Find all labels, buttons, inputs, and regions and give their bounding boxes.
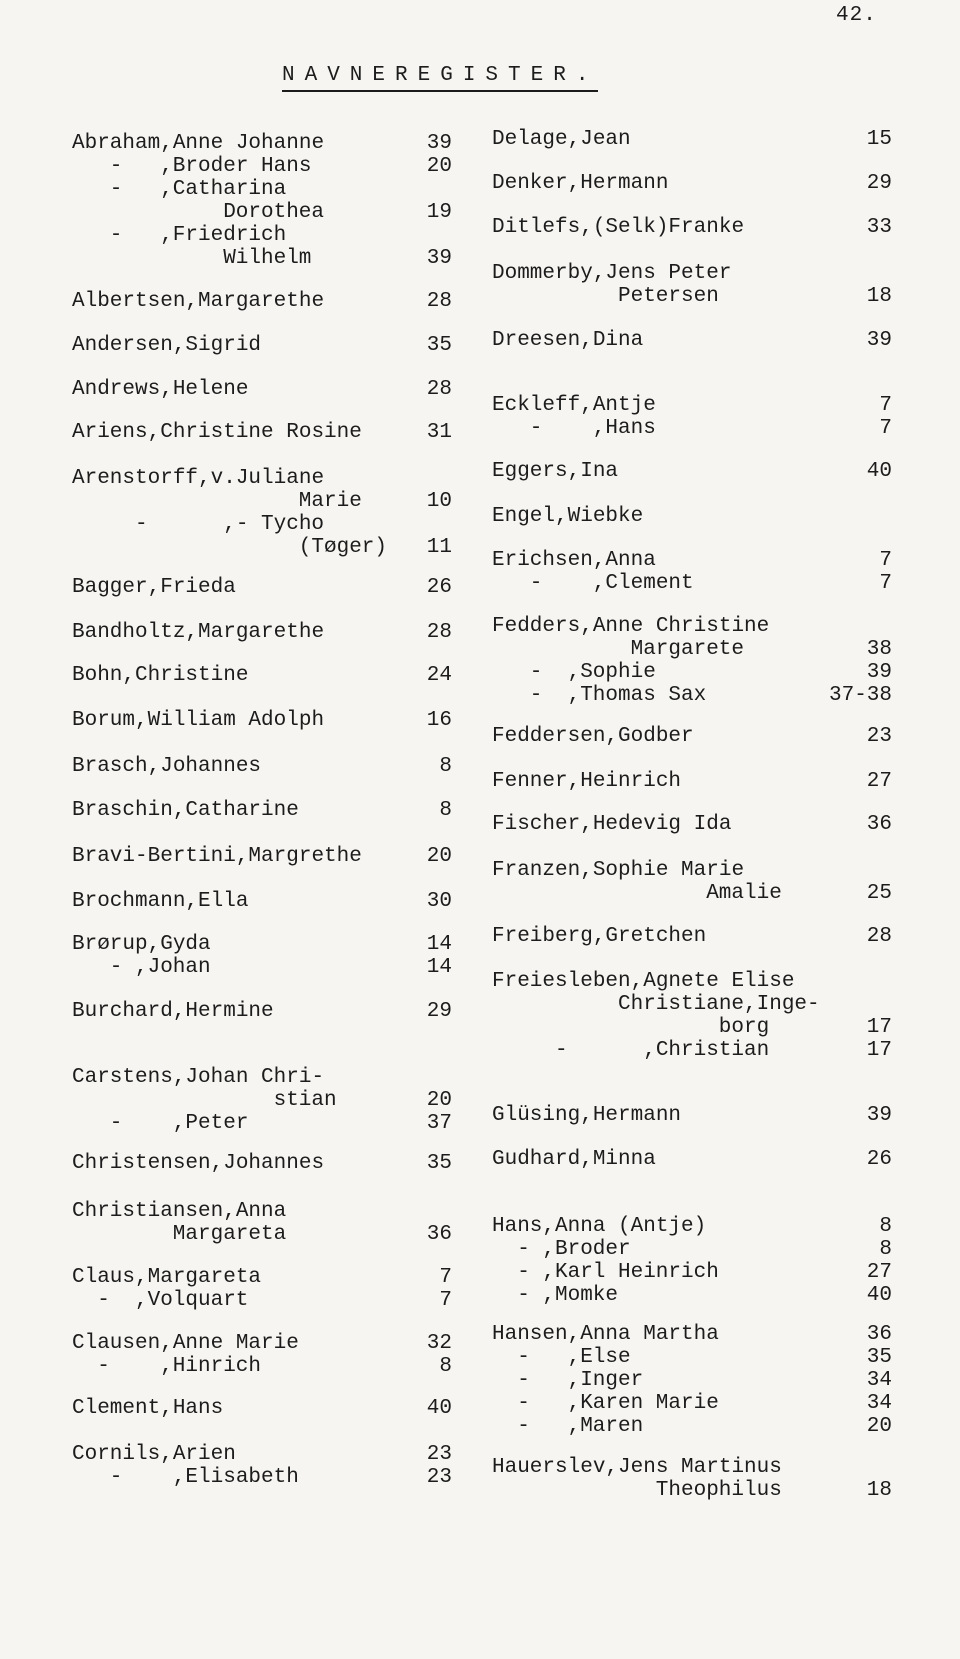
index-page-ref: 7 xyxy=(879,572,892,595)
index-line xyxy=(72,224,452,247)
index-name: - ,Broder xyxy=(517,1238,631,1261)
index-line xyxy=(492,329,892,352)
index-name: Marie xyxy=(298,490,362,513)
index-entry xyxy=(72,1152,452,1175)
index-name: - ,Christian xyxy=(555,1039,770,1062)
index-line xyxy=(492,394,892,417)
index-page-ref: 7 xyxy=(879,417,892,440)
index-page-ref: 7 xyxy=(879,549,892,572)
index-name: Gudhard,Minna xyxy=(492,1148,656,1171)
index-page-ref: 8 xyxy=(439,755,452,778)
index-line xyxy=(492,216,892,239)
index-line xyxy=(72,201,452,224)
index-line xyxy=(492,172,892,195)
index-line xyxy=(492,925,892,948)
index-line xyxy=(492,128,892,151)
index-entry xyxy=(492,128,892,151)
index-page-ref: 17 xyxy=(866,1039,892,1062)
index-entry xyxy=(72,467,452,559)
index-entry xyxy=(72,709,452,732)
index-page-ref: 28 xyxy=(426,621,452,644)
index-name: Brochmann,Ella xyxy=(72,890,249,913)
index-entry xyxy=(492,329,892,352)
index-page-ref: 14 xyxy=(426,933,452,956)
index-line xyxy=(492,1016,892,1039)
index-page-ref: 32 xyxy=(426,1332,452,1355)
index-line xyxy=(72,178,452,201)
index-name: Hauerslev,Jens Martinus xyxy=(492,1456,782,1479)
index-name: borg xyxy=(718,1016,770,1039)
index-name: - ,Thomas Sax xyxy=(529,684,707,707)
index-name: Cornils,Arien xyxy=(72,1443,236,1466)
index-line xyxy=(72,1443,452,1466)
page-number: 42. xyxy=(836,4,877,27)
index-entry xyxy=(492,394,892,440)
index-line xyxy=(72,621,452,644)
index-line xyxy=(492,1323,892,1346)
index-line xyxy=(492,285,892,308)
index-name: Glüsing,Hermann xyxy=(492,1104,682,1127)
index-name: Christensen,Johannes xyxy=(72,1152,325,1175)
index-page-ref: 8 xyxy=(879,1215,892,1238)
index-line xyxy=(72,1289,452,1312)
index-name: - ,Maren xyxy=(517,1415,644,1438)
index-name: Engel,Wiebke xyxy=(492,505,644,528)
index-name: - ,Hinrich xyxy=(97,1355,262,1378)
index-page-ref: 39 xyxy=(866,329,892,352)
index-page-ref: 37-38 xyxy=(828,684,892,707)
page-heading: NAVNEREGISTER. xyxy=(282,64,598,92)
index-name: Burchard,Hermine xyxy=(72,1000,274,1023)
index-page-ref: 14 xyxy=(426,956,452,979)
index-entry xyxy=(492,505,892,528)
index-entry xyxy=(72,334,452,357)
index-name: - ,Clement xyxy=(529,572,694,595)
index-page-ref: 40 xyxy=(866,1284,892,1307)
index-entry xyxy=(492,725,892,748)
index-entry xyxy=(72,933,452,979)
index-page-ref: 29 xyxy=(426,1000,452,1023)
index-name: Hans,Anna (Antje) xyxy=(492,1215,707,1238)
index-name: - ,Momke xyxy=(517,1284,619,1307)
index-name: Bagger,Frieda xyxy=(72,576,236,599)
index-name: - ,Karen Marie xyxy=(517,1392,719,1415)
index-line xyxy=(492,1392,892,1415)
index-name: Dommerby,Jens Peter xyxy=(492,262,732,285)
index-line xyxy=(492,1039,892,1062)
index-name: Dreesen,Dina xyxy=(492,329,644,352)
index-page-ref: 40 xyxy=(426,1397,452,1420)
index-page-ref: 23 xyxy=(866,725,892,748)
index-name: Abraham,Anne Johanne xyxy=(72,132,325,155)
index-line xyxy=(492,549,892,572)
index-name: Brørup,Gyda xyxy=(72,933,211,956)
index-name: Freiberg,Gretchen xyxy=(492,925,707,948)
index-name: Braschin,Catharine xyxy=(72,799,299,822)
index-name: - ,Johan xyxy=(109,956,211,979)
index-line xyxy=(492,661,892,684)
index-name: Erichsen,Anna xyxy=(492,549,656,572)
index-line xyxy=(492,770,892,793)
index-name: Albertsen,Margarethe xyxy=(72,290,325,313)
index-line xyxy=(492,505,892,528)
index-entry xyxy=(492,1456,892,1502)
index-page-ref: 8 xyxy=(439,799,452,822)
index-page-ref: 40 xyxy=(866,460,892,483)
index-line xyxy=(72,1089,452,1112)
index-line xyxy=(72,1266,452,1289)
index-entry xyxy=(72,1000,452,1023)
index-line xyxy=(492,1238,892,1261)
index-entry xyxy=(72,1443,452,1489)
index-page-ref: 39 xyxy=(426,247,452,270)
index-line xyxy=(492,993,892,1016)
index-line xyxy=(72,709,452,732)
index-line xyxy=(72,1466,452,1489)
index-line xyxy=(492,460,892,483)
index-entry xyxy=(492,859,892,905)
index-line xyxy=(72,132,452,155)
index-entry xyxy=(72,664,452,687)
index-line xyxy=(72,1066,452,1089)
index-page-ref: 28 xyxy=(866,925,892,948)
index-line xyxy=(492,882,892,905)
index-line xyxy=(72,513,452,536)
index-line xyxy=(72,664,452,687)
index-entry xyxy=(72,799,452,822)
index-line xyxy=(72,1223,452,1246)
index-name: Petersen xyxy=(618,285,719,308)
index-line xyxy=(72,1152,452,1175)
index-line xyxy=(72,378,452,401)
index-page-ref: 23 xyxy=(426,1443,452,1466)
index-line xyxy=(492,572,892,595)
index-page-ref: 35 xyxy=(426,1152,452,1175)
index-entry xyxy=(72,1397,452,1420)
index-entry xyxy=(492,925,892,948)
index-line xyxy=(492,1104,892,1127)
index-page-ref: 39 xyxy=(426,132,452,155)
index-name: Bandholtz,Margarethe xyxy=(72,621,325,644)
index-name: Franzen,Sophie Marie xyxy=(492,859,745,882)
index-name: Bohn,Christine xyxy=(72,664,249,687)
index-name: Denker,Hermann xyxy=(492,172,669,195)
index-name: Fedders,Anne Christine xyxy=(492,615,770,638)
index-page-ref: 20 xyxy=(866,1415,892,1438)
index-line xyxy=(72,467,452,490)
index-page-ref: 20 xyxy=(426,1089,452,1112)
index-page-ref: 7 xyxy=(439,1266,452,1289)
index-name: Margareta xyxy=(172,1223,287,1246)
index-page-ref: 10 xyxy=(426,490,452,513)
index-page-ref: 23 xyxy=(426,1466,452,1489)
index-entry xyxy=(492,549,892,595)
index-entry xyxy=(492,813,892,836)
index-page-ref: 17 xyxy=(866,1016,892,1039)
index-page-ref: 30 xyxy=(426,890,452,913)
index-entry xyxy=(492,172,892,195)
index-name: Borum,William Adolph xyxy=(72,709,325,732)
index-name: Fenner,Heinrich xyxy=(492,770,682,793)
index-entry xyxy=(492,1323,892,1438)
index-name: Ariens,Christine Rosine xyxy=(72,421,362,444)
index-entry xyxy=(72,378,452,401)
index-page-ref: 33 xyxy=(866,216,892,239)
index-page-ref: 7 xyxy=(439,1289,452,1312)
index-line xyxy=(492,1369,892,1392)
index-page-ref: 28 xyxy=(426,290,452,313)
index-name: - ,Sophie xyxy=(529,661,656,684)
index-line xyxy=(492,638,892,661)
index-line xyxy=(72,1397,452,1420)
index-name: Carstens,Johan Chri- xyxy=(72,1066,325,1089)
index-page-ref: 31 xyxy=(426,421,452,444)
index-page-ref: 36 xyxy=(866,1323,892,1346)
index-page-ref: 18 xyxy=(866,1479,892,1502)
index-entry xyxy=(492,460,892,483)
index-line xyxy=(72,1355,452,1378)
index-page-ref: 20 xyxy=(426,155,452,178)
index-name: Amalie xyxy=(706,882,782,905)
index-page-ref: 11 xyxy=(426,536,452,559)
index-entry xyxy=(492,262,892,308)
index-line xyxy=(72,755,452,778)
index-name: Hansen,Anna Martha xyxy=(492,1323,719,1346)
index-page-ref: 28 xyxy=(426,378,452,401)
index-line xyxy=(492,417,892,440)
index-page-ref: 26 xyxy=(866,1148,892,1171)
index-page-ref: 8 xyxy=(879,1238,892,1261)
index-name: - ,Broder Hans xyxy=(109,155,312,178)
index-name: stian xyxy=(273,1089,337,1112)
index-entry xyxy=(72,1066,452,1135)
index-entry xyxy=(492,1104,892,1127)
index-entry xyxy=(492,1215,892,1307)
index-name: Andrews,Helene xyxy=(72,378,249,401)
index-entry xyxy=(72,621,452,644)
index-page-ref: 39 xyxy=(866,1104,892,1127)
index-name: Christiane,Inge- xyxy=(618,993,820,1016)
index-line xyxy=(72,1112,452,1135)
index-entry xyxy=(492,216,892,239)
index-name: Eckleff,Antje xyxy=(492,394,656,417)
index-name: Brasch,Johannes xyxy=(72,755,262,778)
index-line xyxy=(492,262,892,285)
index-name: Theophilus xyxy=(655,1479,782,1502)
index-entry xyxy=(492,615,892,707)
index-entry xyxy=(72,576,452,599)
index-entry xyxy=(72,890,452,913)
index-entry xyxy=(72,755,452,778)
index-line xyxy=(72,890,452,913)
index-name: - ,Karl Heinrich xyxy=(517,1261,719,1284)
index-entry xyxy=(72,421,452,444)
index-page-ref: 18 xyxy=(866,285,892,308)
index-name: - ,Peter xyxy=(109,1112,249,1135)
index-page-ref: 26 xyxy=(426,576,452,599)
index-page-ref: 19 xyxy=(426,201,452,224)
index-line xyxy=(72,1000,452,1023)
index-name: Christiansen,Anna xyxy=(72,1200,287,1223)
index-page-ref: 7 xyxy=(879,394,892,417)
index-line xyxy=(492,1346,892,1369)
index-line xyxy=(492,1415,892,1438)
index-name: Arenstorff,v.Juliane xyxy=(72,467,325,490)
index-page-ref: 16 xyxy=(426,709,452,732)
index-line xyxy=(72,334,452,357)
index-line xyxy=(492,684,892,707)
index-line xyxy=(492,615,892,638)
index-page-ref: 34 xyxy=(866,1392,892,1415)
index-line xyxy=(72,845,452,868)
index-line xyxy=(72,1332,452,1355)
index-entry xyxy=(492,1148,892,1171)
index-name: Dorothea xyxy=(223,201,325,224)
index-entry xyxy=(72,132,452,270)
index-name: Claus,Margareta xyxy=(72,1266,262,1289)
index-name: - ,Else xyxy=(517,1346,631,1369)
index-page-ref: 38 xyxy=(866,638,892,661)
index-name: - ,- Tycho xyxy=(135,513,325,536)
index-page-ref: 20 xyxy=(426,845,452,868)
index-page-ref: 35 xyxy=(426,334,452,357)
index-entry xyxy=(72,845,452,868)
index-page-ref: 8 xyxy=(439,1355,452,1378)
index-entry xyxy=(72,1266,452,1312)
index-line xyxy=(492,1456,892,1479)
index-name: Delage,Jean xyxy=(492,128,631,151)
index-line xyxy=(72,799,452,822)
index-line xyxy=(492,1148,892,1171)
index-line xyxy=(492,1215,892,1238)
index-name: - ,Inger xyxy=(517,1369,644,1392)
index-line xyxy=(492,1261,892,1284)
index-name: - ,Elisabeth xyxy=(109,1466,299,1489)
index-name: Freiesleben,Agnete Elise xyxy=(492,970,795,993)
index-entry xyxy=(492,970,892,1062)
index-line xyxy=(492,725,892,748)
index-entry xyxy=(492,770,892,793)
index-line xyxy=(72,576,452,599)
index-entry xyxy=(72,1200,452,1246)
index-line xyxy=(72,536,452,559)
index-page-ref: 24 xyxy=(426,664,452,687)
index-page-ref: 34 xyxy=(866,1369,892,1392)
index-page-ref: 39 xyxy=(866,661,892,684)
index-name: Feddersen,Godber xyxy=(492,725,694,748)
index-name: Wilhelm xyxy=(223,247,312,270)
index-name: Ditlefs,(Selk)Franke xyxy=(492,216,745,239)
index-name: Clausen,Anne Marie xyxy=(72,1332,299,1355)
index-line xyxy=(492,813,892,836)
index-name: Margarete xyxy=(630,638,745,661)
index-line xyxy=(72,1200,452,1223)
index-line xyxy=(72,247,452,270)
index-name: - ,Hans xyxy=(529,417,656,440)
index-page-ref: 25 xyxy=(866,882,892,905)
index-name: Andersen,Sigrid xyxy=(72,334,262,357)
index-page-ref: 37 xyxy=(426,1112,452,1135)
index-page-ref: 35 xyxy=(866,1346,892,1369)
index-page-ref: 29 xyxy=(866,172,892,195)
index-line xyxy=(492,859,892,882)
index-entry xyxy=(72,290,452,313)
index-page-ref: 36 xyxy=(426,1223,452,1246)
index-name: - ,Friedrich xyxy=(109,224,287,247)
index-name: Clement,Hans xyxy=(72,1397,224,1420)
index-line xyxy=(72,933,452,956)
index-line xyxy=(492,970,892,993)
index-line xyxy=(72,155,452,178)
index-line xyxy=(72,290,452,313)
index-name: (Tøger) xyxy=(298,536,388,559)
index-name: - ,Catharina xyxy=(109,178,287,201)
index-page-ref: 15 xyxy=(866,128,892,151)
index-line xyxy=(72,490,452,513)
index-page-ref: 27 xyxy=(866,1261,892,1284)
index-name: Fischer,Hedevig Ida xyxy=(492,813,732,836)
index-entry xyxy=(72,1332,452,1378)
index-name: Bravi-Bertini,Margrethe xyxy=(72,845,362,868)
index-line xyxy=(492,1284,892,1307)
index-line xyxy=(72,956,452,979)
index-line xyxy=(72,421,452,444)
index-line xyxy=(492,1479,892,1502)
index-name: - ,Volquart xyxy=(97,1289,249,1312)
index-name: Eggers,Ina xyxy=(492,460,619,483)
index-page-ref: 36 xyxy=(866,813,892,836)
index-page-ref: 27 xyxy=(866,770,892,793)
